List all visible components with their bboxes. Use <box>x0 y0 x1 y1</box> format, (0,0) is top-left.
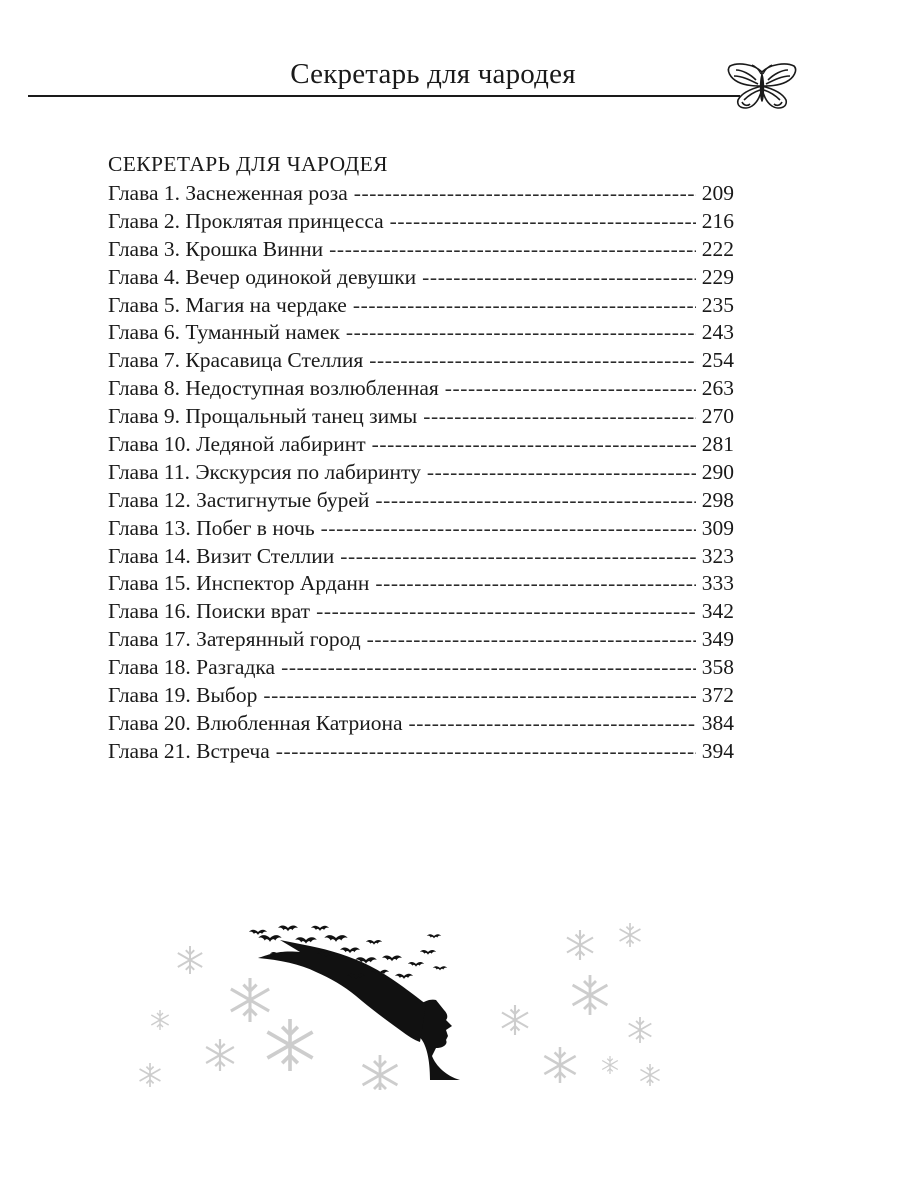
toc-entry-page-number: 323 <box>701 543 734 568</box>
running-header-title: Секретарь для чародея <box>290 58 576 90</box>
toc-entry <box>108 376 734 404</box>
toc-entry <box>108 209 734 237</box>
toc-dot-leader <box>321 516 696 542</box>
toc-entry-page-number: 384 <box>701 710 734 735</box>
toc-entry <box>108 237 734 265</box>
toc-dot-leader <box>354 181 696 207</box>
toc-dot-leader <box>346 320 696 346</box>
toc-entry-title: Глава 1. Заснеженная роза <box>108 181 348 205</box>
toc-dot-leader <box>423 404 696 430</box>
toc-entry <box>108 348 734 376</box>
toc-entry-page-number: 333 <box>701 571 734 596</box>
toc-entry-title: Глава 10. Ледяной лабиринт <box>108 432 366 457</box>
toc-entry-page-number: 309 <box>701 515 734 540</box>
toc-entry-page-number: 358 <box>701 655 734 680</box>
toc-entry <box>108 265 734 293</box>
toc-entry <box>108 655 734 683</box>
toc-entry-page-number: 222 <box>701 236 734 261</box>
toc-entry-title: Глава 14. Визит Стеллии <box>108 543 335 568</box>
toc-entry-title: Глава 5. Магия на чердаке <box>108 292 347 317</box>
toc-dot-leader <box>353 293 696 319</box>
toc-entry <box>108 460 734 488</box>
toc-entry <box>108 683 734 711</box>
toc-entry-page-number: 394 <box>701 738 734 763</box>
toc-dot-leader <box>427 460 696 486</box>
table-of-contents <box>108 181 734 767</box>
toc-entry-title: Глава 4. Вечер одинокой девушки <box>108 264 417 289</box>
toc-dot-leader <box>369 348 695 374</box>
toc-dot-leader <box>276 739 696 765</box>
toc-dot-leader <box>375 488 695 514</box>
toc-dot-leader <box>375 571 695 597</box>
toc-entry <box>108 711 734 739</box>
toc-entry-title: Глава 16. Поиски врат <box>108 599 311 624</box>
toc-dot-leader <box>367 627 696 653</box>
toc-dot-leader <box>372 432 696 458</box>
toc-entry-title: Глава 8. Недоступная возлюбленная <box>108 376 439 401</box>
toc-entry-page-number: 270 <box>701 404 734 429</box>
toc-entry-page-number: 372 <box>701 683 734 708</box>
toc-entry-title: Глава 15. Инспектор Арданн <box>108 571 370 596</box>
toc-entry-page-number: 298 <box>701 487 734 512</box>
toc-entry <box>108 432 734 460</box>
toc-heading: СЕКРЕТАРЬ ДЛЯ ЧАРОДЕЯ <box>108 152 388 176</box>
toc-entry-page-number: 342 <box>701 599 734 624</box>
toc-entry <box>108 404 734 432</box>
toc-entry-title: Глава 11. Экскурсия по лабиринту <box>108 459 421 484</box>
toc-entry-title: Глава 17. Затерянный город <box>108 627 361 652</box>
toc-dot-leader <box>340 544 696 570</box>
toc-entry-page-number: 263 <box>701 376 734 401</box>
toc-entry <box>108 181 734 209</box>
toc-entry-title: Глава 20. Влюбленная Катриона <box>108 710 403 735</box>
silhouette-illustration <box>130 880 680 1090</box>
toc-entry-page-number: 216 <box>701 208 734 233</box>
toc-entry-title: Глава 12. Застигнутые бурей <box>108 487 370 512</box>
toc-entry <box>108 544 734 572</box>
toc-dot-leader <box>390 209 696 235</box>
toc-dot-leader <box>409 711 696 737</box>
toc-entry-title: Глава 6. Туманный намек <box>108 320 340 345</box>
toc-entry-page-number: 235 <box>701 292 734 317</box>
toc-entry-page-number: 209 <box>701 181 734 205</box>
toc-dot-leader <box>281 655 696 681</box>
toc-entry-title: Глава 7. Красавица Стеллия <box>108 348 364 373</box>
toc-entry-title: Глава 3. Крошка Винни <box>108 236 324 261</box>
toc-entry <box>108 599 734 627</box>
toc-dot-leader <box>329 237 696 263</box>
toc-entry <box>108 571 734 599</box>
toc-entry <box>108 516 734 544</box>
toc-entry-title: Глава 9. Прощальный танец зимы <box>108 404 418 429</box>
toc-dot-leader <box>316 599 696 625</box>
toc-entry-page-number: 254 <box>701 348 734 373</box>
butterfly-icon <box>724 62 800 112</box>
toc-dot-leader <box>422 265 696 291</box>
toc-entry-page-number: 290 <box>701 459 734 484</box>
toc-entry-page-number: 229 <box>701 264 734 289</box>
toc-entry-page-number: 349 <box>701 627 734 652</box>
toc-entry <box>108 739 734 767</box>
toc-entry <box>108 488 734 516</box>
toc-entry <box>108 293 734 321</box>
toc-entry <box>108 320 734 348</box>
toc-entry-title: Глава 18. Разгадка <box>108 655 276 680</box>
toc-dot-leader <box>445 376 696 402</box>
toc-entry-title: Глава 2. Проклятая принцесса <box>108 208 384 233</box>
toc-entry-page-number: 243 <box>701 320 734 345</box>
toc-entry-page-number: 281 <box>701 432 734 457</box>
toc-entry-title: Глава 21. Встреча <box>108 738 270 763</box>
header-rule <box>28 95 740 97</box>
toc-dot-leader <box>263 683 695 709</box>
toc-entry-title: Глава 13. Побег в ночь <box>108 515 315 540</box>
toc-entry-title: Глава 19. Выбор <box>108 683 258 708</box>
toc-entry <box>108 627 734 655</box>
